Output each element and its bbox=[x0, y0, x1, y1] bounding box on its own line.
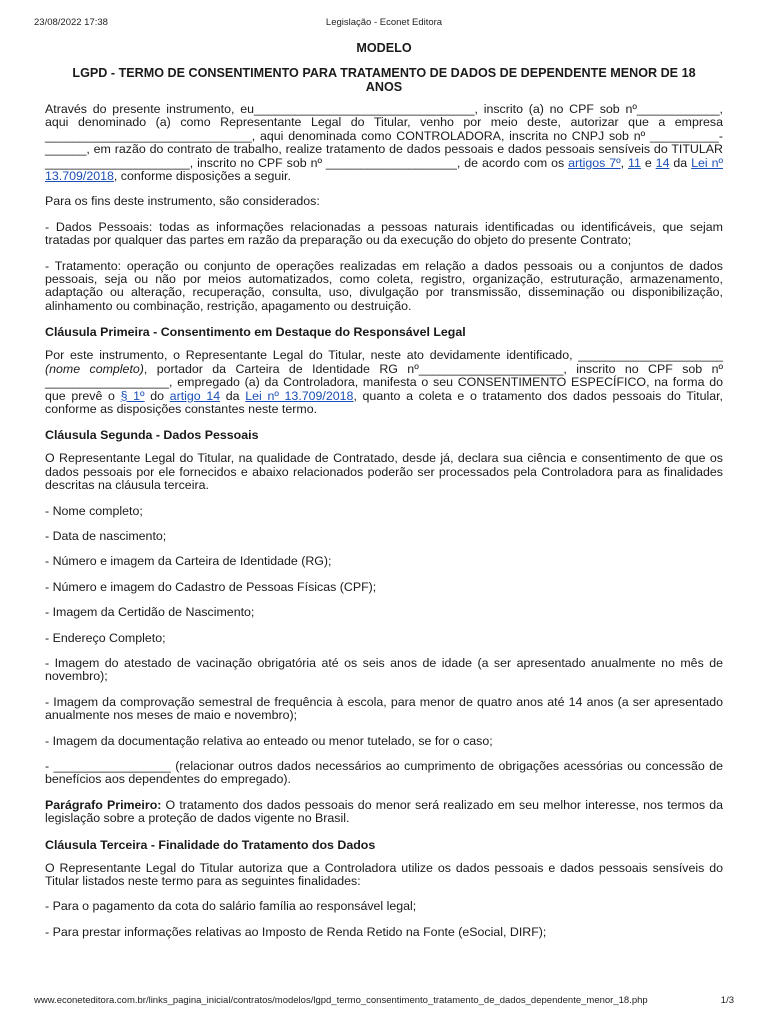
list-item: - Para prestar informações relativas ao Imposto de Renda Retido na Fonte (eSocial, DIRF); bbox=[45, 924, 547, 939]
list-item: - Para o pagamento da cota do salário família ao responsável legal; bbox=[45, 899, 417, 914]
list-item: - Imagem da comprovação semestral de frequência à escola, para menor de quatro anos até 14 anos (a ser apresentado anualmente nos meses de maio e novembro); bbox=[45, 694, 723, 723]
link-paragrafo-1[interactable]: § 1º bbox=[120, 388, 145, 403]
clause-three-paragraph: O Representante Legal do Titular autoriza que a Controladora utilize os dados pessoais e dados pessoais sensíveis do Titular listados neste termo para as seguintes finalidades: bbox=[45, 860, 723, 889]
list-item: - Nome completo; bbox=[45, 503, 143, 518]
list-item: - Imagem da Certidão de Nascimento; bbox=[45, 605, 255, 620]
list-item: - Data de nascimento; bbox=[45, 528, 167, 543]
clause-one-italic: (nome completo) bbox=[45, 361, 144, 376]
link-artigo-11[interactable]: 11 bbox=[628, 155, 641, 170]
print-page-title: Legislação - Econet Editora bbox=[325, 17, 443, 28]
clause-one-text: , portador da Carteira de Identidade RG nº_____________________, inscrito no CPF sob nº __________________, empregado (a) da Controladora, manifesta o seu CONSENTIMENTO ESPECÍFICO, na forma do que prevê o bbox=[45, 361, 724, 403]
list-item: - Número e imagem do Cadastro de Pessoas Físicas (CPF); bbox=[45, 579, 377, 594]
paragraph-one bbox=[45, 799, 723, 826]
clause-two-paragraph: O Representante Legal do Titular, na qualidade de Contratado, desde já, declara sua ciência e consentimento de que os dados pessoais por ele fornecidos e abaixo relacionados poderão ser processados pela Controladora para as finalidades descritas na cláusula terceira. bbox=[45, 451, 723, 493]
list-item: - Número e imagem da Carteira de Identidade (RG); bbox=[45, 554, 332, 569]
document-body bbox=[45, 41, 723, 951]
link-artigo-14[interactable]: 14 bbox=[655, 155, 670, 170]
list-item: - Imagem da documentação relativa ao enteado ou menor tutelado, se for o caso; bbox=[45, 733, 493, 748]
clause-one-text: do bbox=[144, 388, 170, 403]
print-footer bbox=[34, 995, 734, 1006]
list-item: - _________________ (relacionar outros dados necessários ao cumprimento de obrigações acessórias ou concessão de benefícios aos dependentes do empregado). bbox=[45, 759, 723, 787]
clause-three-heading: Cláusula Terceira - Finalidade do Tratamento dos Dados bbox=[45, 837, 376, 852]
paragraph-one-label: Parágrafo Primeiro: bbox=[45, 797, 162, 812]
intro-paragraph bbox=[45, 103, 723, 183]
clause-one-text: Por este instrumento, o Representante Legal do Titular, neste ato devidamente identificado, _____________________ bbox=[45, 348, 723, 363]
intro-text: , conforme disposições a seguir. bbox=[113, 169, 291, 184]
clause-one-text: da bbox=[220, 388, 246, 403]
page-number: 1/3 bbox=[720, 995, 734, 1006]
print-datetime: 23/08/2022 17:38 bbox=[34, 17, 108, 28]
intro-text: , bbox=[620, 155, 629, 170]
list-item: - Imagem do atestado de vacinação obrigatória até os seis anos de idade (a ser apresentado anualmente no mês de novembro); bbox=[45, 655, 723, 684]
definition-dados-pessoais: - Dados Pessoais: todas as informações relacionadas a pessoas naturais identificadas ou identificáveis, que sejam tratadas por qualquer das partes em razão da preparação ou da execução do objeto do presente Contrato; bbox=[45, 219, 723, 248]
clause-one-text: , quanto a coleta e o tratamento dos dados pessoais do Titular, conforme as disposições constantes neste termo. bbox=[45, 388, 723, 416]
list-item: - Endereço Completo; bbox=[45, 630, 166, 645]
print-header bbox=[34, 17, 734, 31]
intro-text: Através do presente instrumento, eu________________________________, inscrito (a) no CPF sob nº____________, aqui denominado (a) como Representante Legal do Titular, venho por meio deste, autorizar que a empresa ______________________________, aqui denominada como CONTROLADORA, inscrita no CNPJ sob nº __________-______, em razão do contrato de trabalho, realize tratamento de dados pessoais e dados pessoais sensíveis do TITULAR _____________________, inscrito no CPF sob nº ___________________, de acordo com os bbox=[45, 102, 723, 170]
link-lei-13709[interactable]: Lei nº 13.709/2018 bbox=[245, 388, 354, 403]
clause-one-paragraph bbox=[45, 349, 723, 416]
considerados-paragraph: Para os fins deste instrumento, são considerados: bbox=[45, 194, 320, 209]
clause-two-heading: Cláusula Segunda - Dados Pessoais bbox=[45, 428, 259, 443]
definition-tratamento: - Tratamento: operação ou conjunto de operações realizadas em relação a dados pessoais ou a conjuntos de dados pessoais, seja ou não por meios automatizados, como coleta, registro, organização, estruturação, armazenamento, adaptação ou alteração, recuperação, consulta, uso, divulgação por transmissão, disseminação ou disponibilização, alinhamento ou combinação, restrição, apagamento ou destruição. bbox=[45, 258, 723, 313]
link-lei-13709[interactable]: Lei nº 13.709/2018 bbox=[45, 155, 723, 184]
clause-one-heading: Cláusula Primeira - Consentimento em Destaque do Responsável Legal bbox=[45, 325, 466, 340]
print-url: www.econeteditora.com.br/links_pagina_inicial/contratos/modelos/lgpd_termo_consentimento_tratamento_de_dados_dependente_menor_18.php bbox=[34, 995, 648, 1006]
model-heading: MODELO bbox=[356, 41, 412, 55]
link-artigos-7[interactable]: artigos 7º bbox=[568, 155, 621, 170]
intro-text: e bbox=[640, 155, 656, 170]
intro-text: da bbox=[669, 155, 692, 170]
document-title: LGPD - TERMO DE CONSENTIMENTO PARA TRATAMENTO DE DADOS DE DEPENDENTE MENOR DE 18 ANOS bbox=[72, 66, 696, 94]
paragraph-one-text: O tratamento dos dados pessoais do menor será realizado em seu melhor interesse, nos termos da legislação sobre a proteção de dados vigente no Brasil. bbox=[45, 797, 724, 826]
link-artigo-14[interactable]: artigo 14 bbox=[169, 388, 221, 403]
